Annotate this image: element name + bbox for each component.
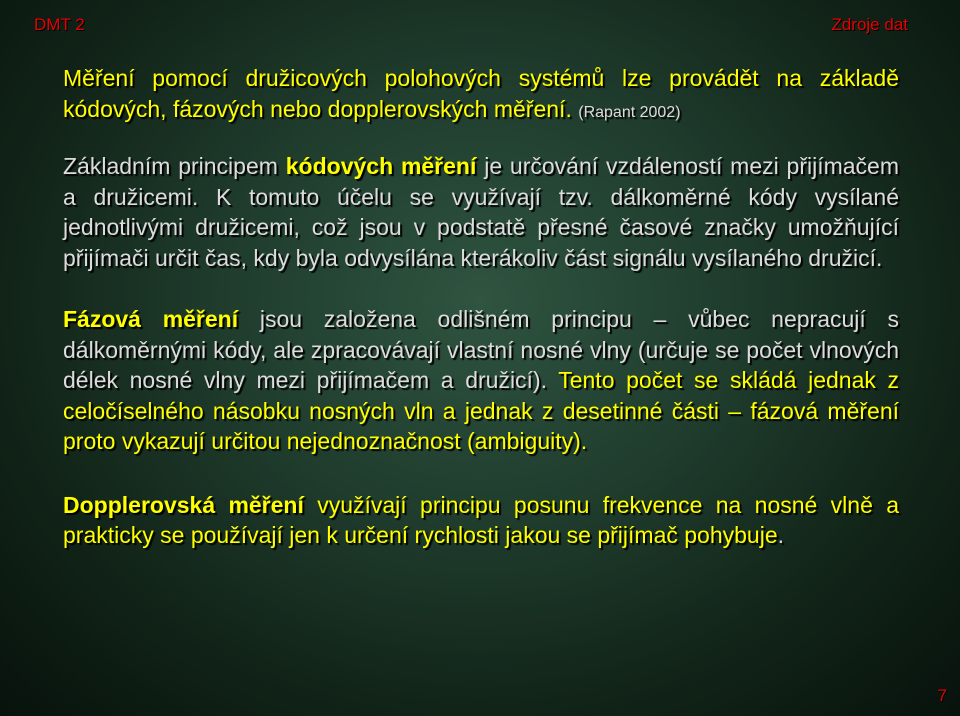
code-text-rest: je určování vzdáleností mezi přijímačem a družicemi. K tomuto účelu se využívají tzv. dálkoměrné kódy vysílané jednotlivými družicemi, což jsou v podstatě přesné časové značky umožňující přijímači určit čas, kdy byla odvysílána kterákoliv část signálu vysílaného družicí. <box>63 153 900 271</box>
code-text-start: Základním principem <box>63 153 286 179</box>
top-bar <box>0 0 960 46</box>
doppler-period: . <box>777 522 784 548</box>
phase-term: Fázová měření <box>63 306 239 332</box>
code-term: kódových měření <box>285 153 477 179</box>
nav-link-dmt[interactable]: DMT 2 <box>34 15 85 34</box>
slide-content <box>63 63 899 551</box>
phase-text-yellow: Tento počet se skládá jednak z celočíselného násobku nosných vln a jednak z desetinné části – fázová měření proto vykazují určitou nejednoznačnost (ambiguity). <box>63 367 899 454</box>
phase-text: jsou založena odlišném principu – vůbec nepracují s dálkoměrnými kódy, ale zpracovávají vlastní nosné vlny (určuje se počet vlnových délek nosné vlny mezi přijímačem a družicí). <box>63 306 899 393</box>
paragraph-phase-measurements <box>63 304 899 457</box>
doppler-text: využívají principu posunu frekvence na nosné vlně a prakticky se používají jen k určení rychlosti jakou se přijímač pohybuje <box>63 491 900 548</box>
nav-link-zdroje-dat[interactable]: Zdroje dat <box>831 15 908 34</box>
paragraph-code-measurements <box>63 151 899 273</box>
doppler-term: Dopplerovská měření <box>63 491 304 518</box>
paragraph-doppler-measurements <box>63 490 899 551</box>
page-number: 7 <box>937 686 947 705</box>
citation: (Rapant 2002) <box>578 103 681 121</box>
intro-text: Měření pomocí družicových polohových systémů lze provádět na základě kódových, fázových nebo dopplerovských měření. <box>63 65 899 122</box>
paragraph-intro <box>63 63 899 128</box>
